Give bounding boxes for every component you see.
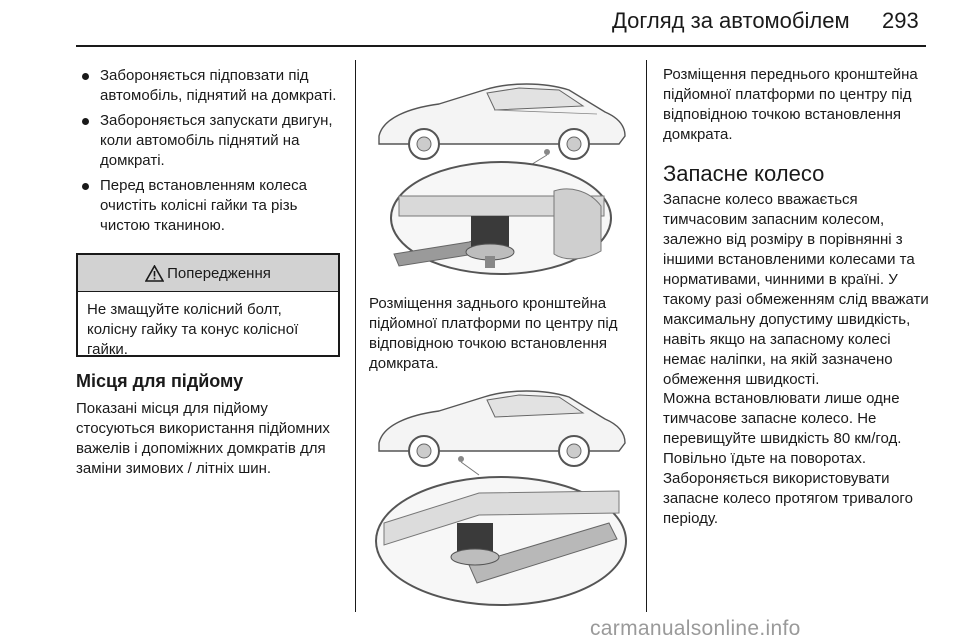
spare-wheel-title: Запасне колесо: [663, 161, 825, 186]
front-lift-text: Розміщення переднього кронштейна підйомної платформи по центру під відповідною точкою встановлення домкрата.: [663, 66, 918, 143]
rear-lift-point-figure: [369, 66, 633, 276]
warning-box: [76, 253, 340, 357]
front-lift-point-figure: [369, 373, 633, 609]
warning-title: Попередження: [167, 264, 271, 282]
bullet-item: [76, 111, 348, 171]
spare-wheel-para-2: Можна встановлювати лише одне тимчасове запасне колесо. Не перевищуйте швидкість 80 км/год. Повільно їдьте на поворотах. Забороняється використовувати запасне колесо протягом тривалого періоду.: [663, 390, 913, 527]
safety-bullet-list: [76, 66, 348, 236]
bullet-item: [76, 176, 348, 236]
header-divider: [76, 45, 926, 47]
lifting-points-text: Показані місця для підйому стосуються використання підйомних важелів і допоміжних домкратів для заміни зимових / літніх шин.: [76, 400, 330, 477]
warning-header: [78, 255, 338, 292]
rear-lift-illustration: [369, 66, 633, 276]
bullet-text: Забороняється запускати двигун, коли автомобіль піднятий на домкраті.: [100, 112, 333, 169]
left-column: [76, 66, 348, 241]
front-lift-illustration: [369, 373, 633, 609]
bullet-text: Перед встановленням колеса очистіть колісні гайки та різь чистою тканиною.: [100, 177, 307, 234]
bullet-text: Забороняється підповзати під автомобіль, піднятий на домкраті.: [100, 67, 337, 104]
lifting-points-title: Місця для підйому: [76, 371, 244, 391]
bullet-icon: [82, 118, 89, 125]
page-header-title: Догляд за автомобілем: [612, 8, 850, 33]
bullet-item: [76, 66, 348, 106]
spare-wheel-para-1: Запасне колесо вважається тимчасовим запасним колесом, залежно від розміру в порівнянні з іншими встановленими колесами та нормативами, чинними в країні. У такому разі обмеженням слід вважати максимальну допустиму швидкість, навіть якщо на запасному колесі немає наліпки, на якій зазначено обмеження швидкості.: [663, 191, 929, 388]
column-divider-right: [646, 60, 647, 612]
warning-text: Не змащуйте колісний болт, колісну гайку та конус колісної гайки.: [87, 301, 299, 358]
watermark-text: carmanualsonline.info: [590, 617, 801, 640]
bullet-icon: [82, 73, 89, 80]
warning-triangle-icon: [145, 265, 164, 282]
column-divider-left: [355, 60, 356, 612]
bullet-icon: [82, 183, 89, 190]
page-number: 293: [882, 8, 919, 33]
rear-lift-caption: Розміщення заднього кронштейна підйомної платформи по центру під відповідною точкою встановлення домкрата.: [369, 295, 618, 372]
